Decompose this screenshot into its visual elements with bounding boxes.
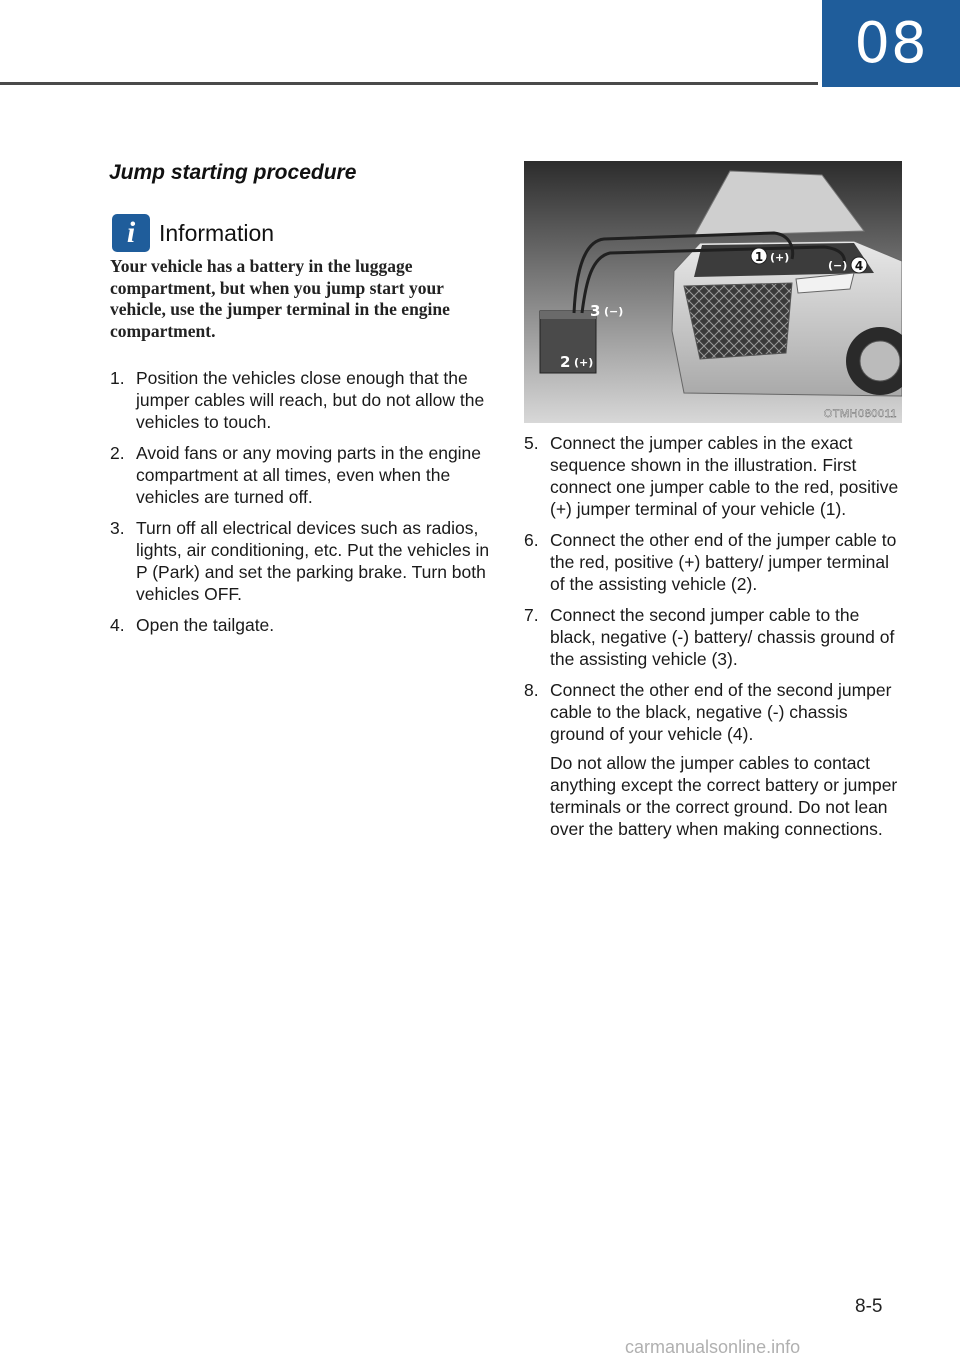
figure-code: OTMH080011 (823, 408, 897, 420)
step-text: Open the tailgate. (136, 615, 275, 635)
step-text: Connect the jumper cables in the exact sequence shown in the illustration. First connect one jumper cable to the red, positive (+) jumper terminal of your vehicle (1). (550, 433, 899, 519)
steps-list-left (110, 367, 495, 645)
step-number: 3. (110, 518, 125, 538)
step-item (110, 367, 495, 433)
info-header (112, 214, 274, 252)
info-title: Information (159, 219, 275, 246)
label-3-number: 3 (590, 302, 601, 320)
label-2-number: 2 (560, 353, 571, 371)
battery-top (540, 311, 596, 319)
label-3-sign: (−) (604, 305, 624, 318)
wheel-rim (860, 341, 900, 381)
step-item (110, 517, 495, 605)
label-2-sign: (+) (574, 356, 594, 369)
label-2 (560, 353, 593, 371)
label-1-number: 1 (754, 250, 764, 264)
step-number: 4. (110, 615, 125, 635)
step-item (110, 442, 495, 508)
steps-list-right (524, 432, 904, 849)
chapter-tab: 08 (822, 0, 960, 87)
step-number: 2. (110, 443, 125, 463)
section-title: Jump starting procedure (109, 161, 357, 184)
info-icon: i (112, 214, 150, 252)
step-number: 6. (524, 530, 539, 550)
step-item (524, 432, 904, 520)
step-text: Connect the second jumper cable to the black, negative (-) battery/ chassis ground of the assisting vehicle (3). (550, 605, 895, 669)
label-1 (751, 248, 789, 264)
step-item (524, 604, 904, 670)
watermark: carmanualsonline.info (625, 1337, 801, 1357)
info-body: Your vehicle has a battery in the luggage compartment, but when you jump start your vehicle, use the jumper terminal in the engine compartment. (110, 256, 450, 341)
step-number: 5. (524, 433, 539, 453)
step-text: Position the vehicles close enough that the jumper cables will reach, but do not allow the vehicles to touch. (136, 368, 485, 432)
header-rule (0, 82, 818, 85)
jump-start-illustration (524, 161, 902, 423)
step-text: Connect the other end of the second jumper cable to the black, negative (-) chassis ground of your vehicle (4). (550, 680, 892, 744)
step-item (524, 529, 904, 595)
step-item (110, 614, 495, 636)
label-1-sign: (+) (770, 251, 790, 264)
label-4-number: 4 (854, 259, 864, 273)
step-number: 8. (524, 680, 539, 700)
label-4-sign: (−) (828, 259, 848, 272)
step-number: 7. (524, 605, 539, 625)
label-3 (590, 302, 623, 320)
step-item (524, 679, 904, 840)
step-text: Turn off all electrical devices such as radios, lights, air conditioning, etc. Put the vehicles in P (Park) and set the parking brake. Turn both vehicles OFF. (136, 518, 490, 604)
illustration-svg (524, 161, 902, 423)
car-grille (684, 283, 792, 359)
step-text: Connect the other end of the jumper cable to the red, positive (+) battery/ jumper terminal of the assisting vehicle (2). (550, 530, 897, 594)
step-8-note: Do not allow the jumper cables to contact anything except the correct battery or jumper terminals or the correct ground. Do not lean over the battery when making connections. (550, 753, 898, 839)
step-number: 1. (110, 368, 125, 388)
page-number: 8-5 (855, 1296, 883, 1317)
step-text: Avoid fans or any moving parts in the engine compartment at all times, even when the vehicles are turned off. (136, 443, 482, 507)
